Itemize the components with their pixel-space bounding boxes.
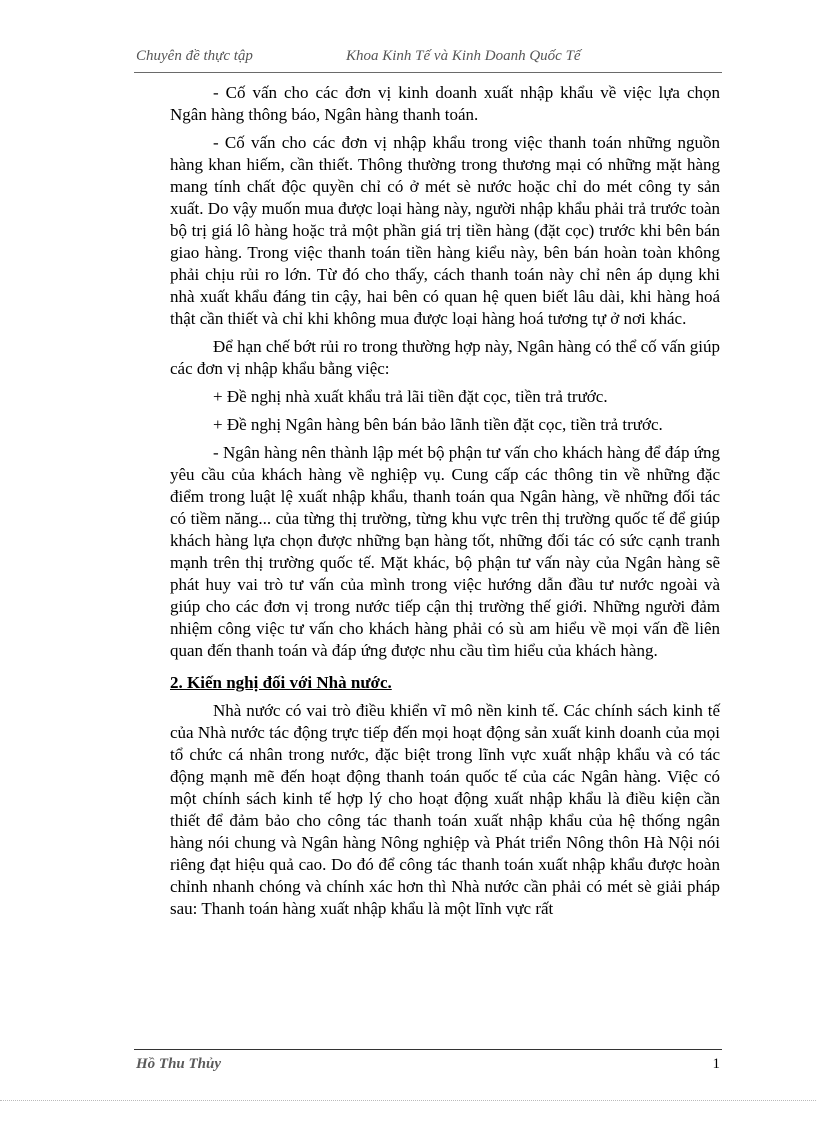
page-boundary (0, 1100, 816, 1101)
paragraph: Nhà nước có vai trò điều khiển vĩ mô nền kinh tế. Các chính sách kinh tế của Nhà nước tác động trực tiếp đến mọi hoạt động sản xuất kinh doanh của mọi tổ chức cá nhân trong nước, đặc biệt trong lĩnh vực xuất nhập khẩu và có tác động mạnh mẽ đến hoạt động thanh toán quốc tế của các Ngân hàng. Việc có một chính sách kinh tế hợp lý cho hoạt động xuất nhập khẩu là điều kiện cần thiết để đảm bảo cho công tác thanh toán xuất nhập khẩu của hệ thống ngân hàng nói chung và Ngân hàng Nông nghiệp và Phát triển Nông thôn Hà Nội nói riêng đạt hiệu quả cao. Do đó để công tác thanh toán xuất nhập khẩu được hoàn chỉnh nhanh chóng và chính xác hơn thì Nhà nước cần phải có mét sè giải pháp sau: Thanh toán hàng xuất nhập khẩu là một lĩnh vực rất (170, 701, 720, 918)
page-footer (136, 1056, 720, 1078)
page-header (136, 48, 720, 70)
header-faculty: Khoa Kinh Tế và Kinh Doanh Quốc Tế (346, 48, 581, 64)
page-number: 1 (712, 1056, 720, 1072)
document-body (170, 82, 720, 926)
section-heading: 2. Kiến nghị đối với Nhà nước. (170, 673, 392, 692)
paragraph: + Đề nghị Ngân hàng bên bán bảo lãnh tiền đặt cọc, tiền trả trước. (213, 415, 663, 434)
header-divider (134, 72, 722, 73)
header-document-type: Chuyên đề thực tập (136, 48, 253, 64)
footer-author: Hồ Thu Thủy (136, 1056, 222, 1072)
paragraph: + Đề nghị nhà xuất khẩu trả lãi tiền đặt cọc, tiền trả trước. (213, 387, 608, 406)
paragraph: Để hạn chế bớt rủi ro trong thường hợp này, Ngân hàng có thể cố vấn giúp các đơn vị nhập khẩu bằng việc: (170, 337, 720, 378)
paragraph: - Cố vấn cho các đơn vị nhập khẩu trong việc thanh toán những nguồn hàng khan hiếm, cần thiết. Thông thường trong thương mại có những mặt hàng mang tính chất độc quyền chỉ có ở mét sè nước hoặc chỉ do mét công ty sản xuất. Do vậy muốn mua được loại hàng này, người nhập khẩu phải trả trước toàn bộ trị giá lô hàng hoặc trả một phần giá trị tiền hàng (đặt cọc) trước khi bên bán giao hàng. Trong việc thanh toán tiền hàng kiểu này, bên bán hoàn toàn không phải chịu rủi ro lớn. Từ đó cho thấy, cách thanh toán này chỉ nên áp dụng khi nhà xuất khẩu đáng tin cậy, hai bên có quan hệ quen biết lâu dài, khi hàng hoá thật cần thiết và chỉ khi không mua được loại hàng hoá tương tự ở nơi khác. (170, 133, 720, 328)
paragraph: - Ngân hàng nên thành lập mét bộ phận tư vấn cho khách hàng để đáp ứng yêu cầu của khách hàng về nghiệp vụ. Cung cấp các thông tin về những đặc điểm trong luật lệ xuất nhập khẩu, thanh toán qua Ngân hàng, về những đối tác có tiềm năng... của từng thị trường, từng khu vực trên thị trường quốc tế để giúp khách hàng lựa chọn được những bạn hàng tốt, những đối tác có sức cạnh tranh mạnh trên thị trường quốc tế. Mặt khác, bộ phận tư vấn này của Ngân hàng sẽ phát huy vai trò tư vấn của mình trong việc hướng dẫn đầu tư nước ngoài và giúp cho các đơn vị trong nước tiếp cận thị trường thế giới. Những người đảm nhiệm công việc tư vấn cho khách hàng phải có sù am hiểu về mọi vấn đề liên quan đến thanh toán và đáp ứng được nhu cầu tìm hiểu của khách hàng. (170, 443, 720, 660)
paragraph: - Cố vấn cho các đơn vị kinh doanh xuất nhập khẩu về việc lựa chọn Ngân hàng thông báo, Ngân hàng thanh toán. (170, 83, 720, 124)
footer-divider (134, 1049, 722, 1050)
